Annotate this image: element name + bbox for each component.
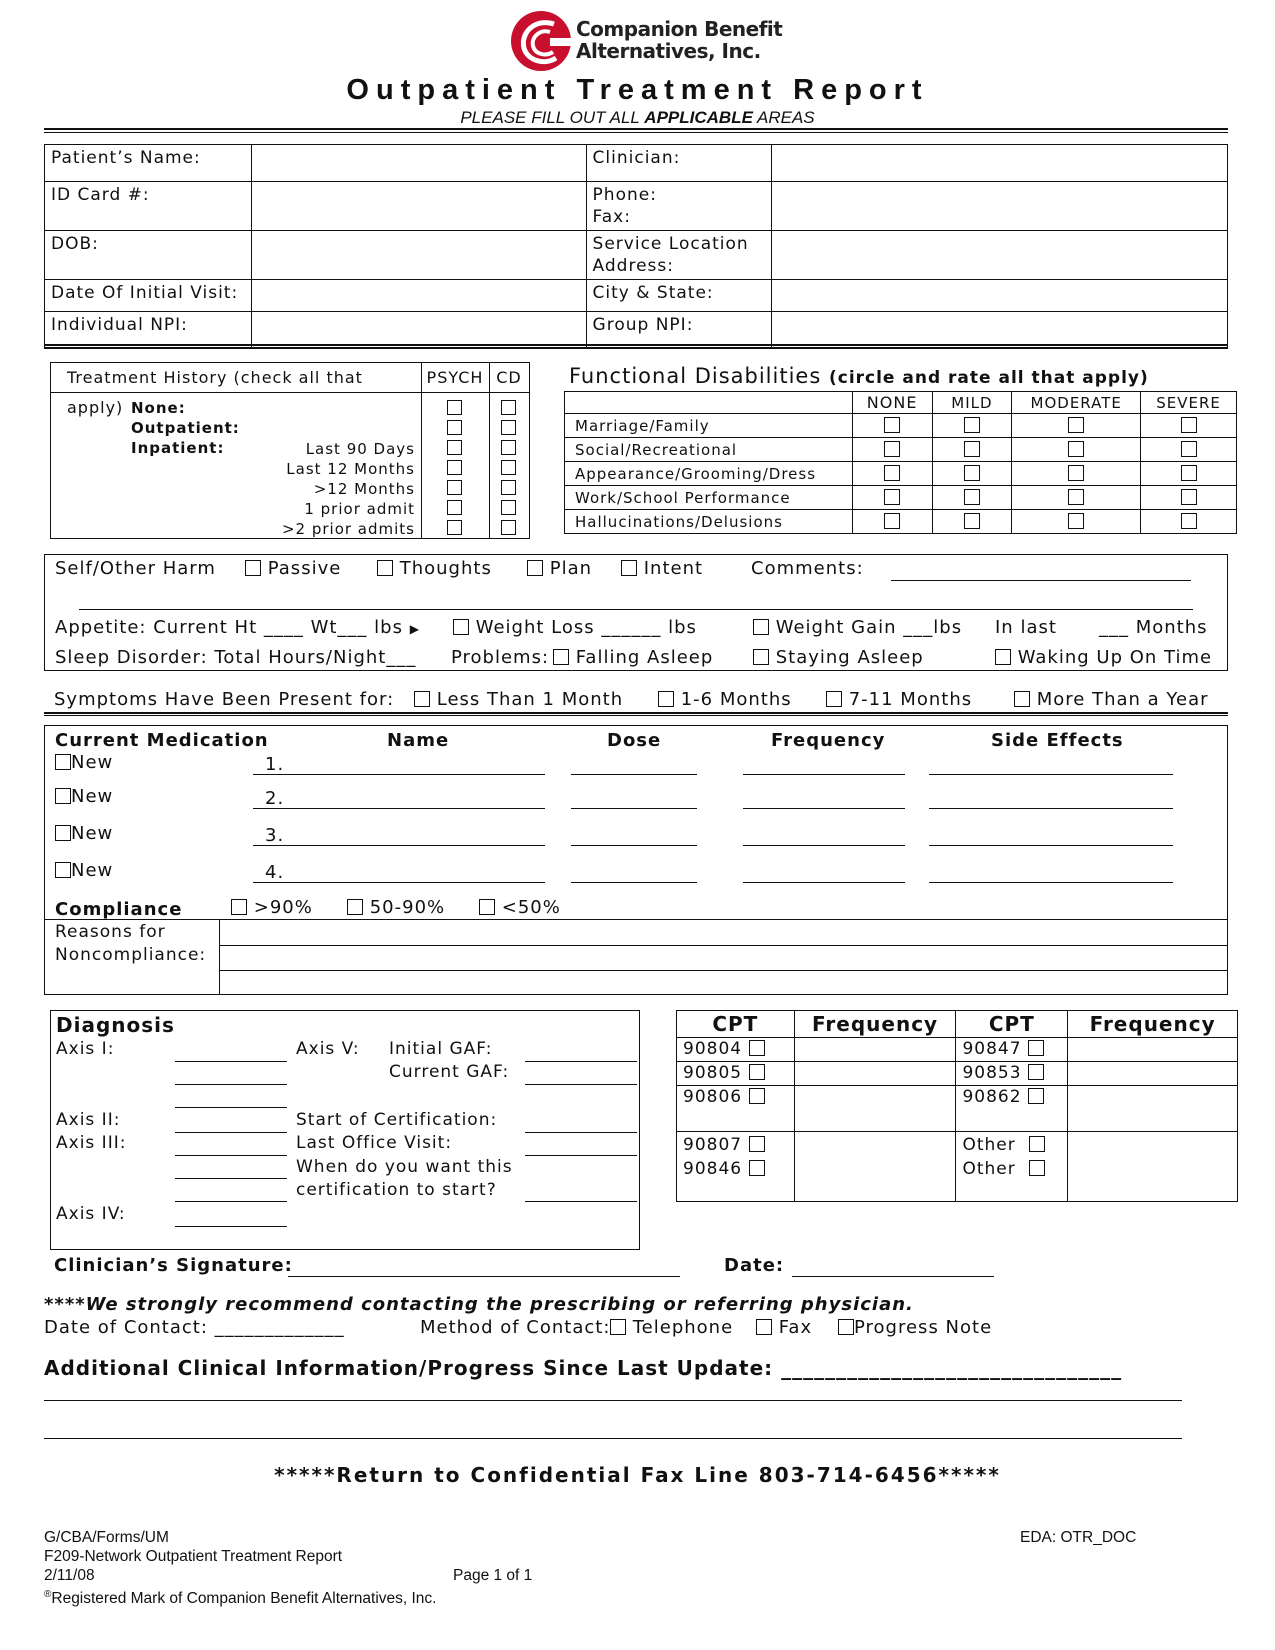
thoughts-checkbox[interactable] [377,560,393,576]
noncompliance-line-1[interactable] [219,945,1227,946]
initial-gaf-label: Initial GAF: [389,1039,493,1059]
cpt-90804-frequency[interactable] [794,1038,956,1062]
axis-1-label: Axis I: [56,1039,115,1059]
inpatient-options: Last 90 Days Last 12 Months >12 Months 1 prior admit >2 prior admits [281,440,415,538]
symptoms-label: Symptoms Have Been Present for: [54,689,395,710]
additional-info-line-1[interactable] [44,1400,1182,1401]
psych-12months-checkbox[interactable] [447,460,462,475]
treatment-history-box [50,362,530,539]
intent-checkbox[interactable] [621,560,637,576]
appearance-mild-checkbox[interactable] [964,465,980,481]
marriage-none-checkbox[interactable] [884,417,900,433]
social-severe-checkbox[interactable] [1181,441,1197,457]
functional-disabilities-title: Functional Disabilities (circle and rate all that apply) [569,364,1149,388]
cpt-90853: 90853 [956,1062,1068,1086]
med-2-dose-line[interactable] [571,808,697,809]
cd-none-checkbox[interactable] [501,400,516,415]
cpt-other-frequency[interactable] [1068,1132,1238,1202]
social-mild-checkbox[interactable] [964,441,980,457]
med-1-name-line[interactable] [253,774,545,775]
cpt-90847-checkbox[interactable] [1028,1040,1044,1056]
med-frequency-header: Frequency [771,730,886,751]
med-2-name-line[interactable] [253,808,545,809]
cpt-other: Other Other [956,1132,1068,1202]
axis-2-label: Axis II: [56,1110,121,1130]
initial-visit-field[interactable] [251,280,586,312]
psych-over12months-checkbox[interactable] [447,480,462,495]
med-4-new-checkbox[interactable] [55,862,71,878]
in-last-label: In last [995,617,1057,638]
marriage-moderate-checkbox[interactable] [1068,417,1084,433]
signature-date-label: Date: [724,1255,785,1276]
med-3-frequency-line[interactable] [743,845,905,846]
work-mild-checkbox[interactable] [964,489,980,505]
harm-intent-option: Intent [621,558,703,579]
med-row-1-new: New [55,752,113,773]
harm-plan-option: Plan [527,558,592,579]
med-2-side-effects-line[interactable] [929,808,1173,809]
less-than-1-month-checkbox[interactable] [414,691,430,707]
clinician-label: Clinician: [586,145,772,182]
psych-checkboxes [447,400,462,535]
med-row-2-number: 2. [265,788,285,809]
waking-up-option: Waking Up On Time [995,647,1212,668]
cpt-90847-frequency[interactable] [1068,1038,1238,1062]
contact-fax-option: Fax [756,1317,812,1338]
clinician-signature-line[interactable] [288,1276,680,1277]
sleep-disorder-label: Sleep Disorder: Total Hours/Night___ [55,647,417,668]
compliance-50-90-option: 50-90% [347,897,445,918]
noncompliance-line-2[interactable] [219,970,1227,971]
fax-line-notice: *****Return to Confidential Fax Line 803-714-6456***** [274,1463,1001,1487]
cd-90days-checkbox[interactable] [501,440,516,455]
cd-outpatient-checkbox[interactable] [501,420,516,435]
cpt-header-left: CPT [677,1011,795,1038]
med-row-2-new: New [55,786,113,807]
cpt-90807-frequency[interactable] [794,1132,956,1202]
cpt-other-1-checkbox[interactable] [1029,1136,1045,1152]
cd-checkboxes [501,400,516,535]
medication-box [44,725,1228,995]
axis-4-label: Axis IV: [56,1204,126,1224]
cpt-90862-checkbox[interactable] [1028,1088,1044,1104]
compliance-over-90-option: >90% [231,897,313,918]
contact-telephone-option: Telephone [610,1317,733,1338]
fd-row-marriage: Marriage/Family [565,414,853,438]
weight-gain-option: Weight Gain ___lbs [753,617,962,638]
individual-npi-field[interactable] [251,312,586,349]
cd-over12months-checkbox[interactable] [501,480,516,495]
50-90-checkbox[interactable] [347,899,363,915]
appearance-none-checkbox[interactable] [884,465,900,481]
progress-note-checkbox[interactable] [838,1319,854,1335]
cpt-90806-frequency[interactable] [794,1086,956,1132]
mild-column-header: MILD [932,392,1012,414]
cd-2admits-checkbox[interactable] [501,520,516,535]
city-state-field[interactable] [772,280,1228,312]
hallucinations-moderate-checkbox[interactable] [1068,513,1084,529]
med-4-frequency-line[interactable] [743,882,905,883]
weight-loss-checkbox[interactable] [453,619,469,635]
cpt-90804: 90804 [677,1038,795,1062]
psych-none-checkbox[interactable] [447,400,462,415]
work-moderate-checkbox[interactable] [1068,489,1084,505]
harm-thoughts-option: Thoughts [377,558,492,579]
under-50-checkbox[interactable] [479,899,495,915]
weight-loss-option: Weight Loss ______ lbs [453,617,697,638]
current-gaf-line[interactable] [525,1084,637,1085]
cpt-table [676,1010,1238,1202]
med-4-dose-line[interactable] [571,882,697,883]
signature-date-line[interactable] [792,1276,994,1277]
page-number: Page 1 of 1 [453,1567,533,1584]
med-4-side-effects-line[interactable] [929,882,1173,883]
med-dose-header: Dose [607,730,662,751]
last-office-visit-line[interactable] [525,1155,637,1156]
cpt-90806: 90806 [677,1086,795,1132]
when-certification-label: When do you want this certification to start? [296,1157,513,1200]
phone-fax-field[interactable] [772,182,1228,231]
comments-line-2[interactable] [79,609,1193,610]
more-than-year-checkbox[interactable] [1014,691,1030,707]
med-1-dose-line[interactable] [571,774,697,775]
med-row-3-new: New [55,823,113,844]
med-3-side-effects-line[interactable] [929,845,1173,846]
service-location-field[interactable] [772,231,1228,280]
footer-info: G/CBA/Forms/UM F209-Network Outpatient Treatment Report 2/11/08 ®Registered Mark of Companion Benefit Alternatives, Inc. [44,1529,437,1608]
cpt-90862-frequency[interactable] [1068,1086,1238,1132]
page-subtitle: PLEASE FILL OUT ALL APPLICABLE AREAS [460,108,815,127]
med-1-side-effects-line[interactable] [929,774,1173,775]
7-11-months-checkbox[interactable] [826,691,842,707]
id-card-label: ID Card #: [45,182,252,231]
weight-gain-checkbox[interactable] [753,619,769,635]
cd-1admit-checkbox[interactable] [501,500,516,515]
additional-info-label: Additional Clinical Information/Progress Since Last Update: _______________________________ [44,1356,1123,1380]
med-1-frequency-line[interactable] [743,774,905,775]
current-medication-title: Current Medication [55,730,269,751]
passive-checkbox[interactable] [245,560,261,576]
axis-4-line[interactable] [175,1226,287,1227]
document-code: EDA: OTR_DOC [1020,1529,1137,1546]
service-location-label: Service Location Address: [586,231,772,280]
phone-fax-label: Phone: Fax: [586,182,772,231]
cpt-90853-frequency[interactable] [1068,1062,1238,1086]
fd-row-social: Social/Recreational [565,438,853,462]
fd-row-work: Work/School Performance [565,486,853,510]
axis-3-line-2[interactable] [175,1178,287,1179]
cpt-90847: 90847 [956,1038,1068,1062]
axis-3-line-3[interactable] [175,1201,287,1202]
additional-info-line-2[interactable] [44,1438,1182,1439]
over-90-checkbox[interactable] [231,899,247,915]
fax-checkbox[interactable] [756,1319,772,1335]
initial-gaf-line[interactable] [525,1061,637,1062]
diagnosis-title: Diagnosis [56,1013,175,1037]
clinician-field[interactable] [772,145,1228,182]
patient-name-label: Patient’s Name: [45,145,252,182]
psych-1admit-checkbox[interactable] [447,500,462,515]
med-row-3-number: 3. [265,825,285,846]
axis-1-line-3[interactable] [175,1107,287,1108]
staying-asleep-option: Staying Asleep [753,647,924,668]
initial-visit-label: Date Of Initial Visit: [45,280,252,312]
symptoms-rule [44,712,1228,716]
city-state-label: City & State: [586,280,772,312]
med-row-4-new: New [55,860,113,881]
cpt-other-2-checkbox[interactable] [1029,1160,1045,1176]
none-label: None: [131,399,186,417]
cpt-90807-checkbox[interactable] [749,1136,765,1152]
none-column-header: NONE [852,392,932,414]
staying-asleep-checkbox[interactable] [753,649,769,665]
cpt-90806-checkbox[interactable] [749,1088,765,1104]
clinician-signature-label: Clinician’s Signature: [54,1255,293,1276]
med-name-header: Name [387,730,450,751]
frequency-header-right: Frequency [1068,1011,1238,1038]
symptoms-less-1-option: Less Than 1 Month [414,689,623,710]
cd-12months-checkbox[interactable] [501,460,516,475]
comments-line[interactable] [891,580,1191,581]
group-npi-label: Group NPI: [586,312,772,349]
patient-info-table [44,144,1228,349]
appearance-moderate-checkbox[interactable] [1068,465,1084,481]
med-3-dose-line[interactable] [571,845,697,846]
cpt-90805-frequency[interactable] [794,1062,956,1086]
axis-5-label: Axis V: [296,1039,360,1059]
header-rule [44,128,1228,133]
work-severe-checkbox[interactable] [1181,489,1197,505]
comments-label: Comments: [751,558,864,579]
compliance-under-50-option: <50% [479,897,561,918]
falling-asleep-option: Falling Asleep [553,647,713,668]
1-6-months-checkbox[interactable] [658,691,674,707]
dob-field[interactable] [251,231,586,280]
functional-disabilities-table [564,391,1237,534]
marriage-mild-checkbox[interactable] [964,417,980,433]
med-3-name-line[interactable] [253,845,545,846]
med-row-4-number: 4. [265,862,285,883]
plan-checkbox[interactable] [527,560,543,576]
contact-progress-note-option: Progress Note [838,1317,992,1338]
page-title: Outpatient Treatment Report [346,74,929,106]
harm-appetite-sleep-box [44,554,1228,671]
med-3-new-checkbox[interactable] [55,825,71,841]
cpt-90805-checkbox[interactable] [749,1064,765,1080]
treatment-history-header: Treatment History (check all that apply) [51,363,421,393]
falling-asleep-checkbox[interactable] [553,649,569,665]
cd-column-header: CD [489,363,529,393]
med-2-new-checkbox[interactable] [55,788,71,804]
inpatient-label: Inpatient: [131,439,225,457]
cpt-90805: 90805 [677,1062,795,1086]
symptoms-1-6-option: 1-6 Months [658,689,792,710]
med-2-frequency-line[interactable] [743,808,905,809]
moderate-column-header: MODERATE [1012,392,1141,414]
cpt-header-right: CPT [956,1011,1068,1038]
axis-2-line[interactable] [175,1132,287,1133]
diagnosis-box [50,1010,640,1250]
symptoms-year-option: More Than a Year [1014,689,1209,710]
patient-name-field[interactable] [251,145,586,182]
med-side-effects-header: Side Effects [991,730,1124,751]
med-4-name-line[interactable] [253,882,545,883]
when-certification-line[interactable] [525,1201,637,1202]
social-none-checkbox[interactable] [884,441,900,457]
hallucinations-mild-checkbox[interactable] [964,513,980,529]
symptoms-7-11-option: 7-11 Months [826,689,972,710]
psych-2admits-checkbox[interactable] [447,520,462,535]
marriage-severe-checkbox[interactable] [1181,417,1197,433]
psych-90days-checkbox[interactable] [447,440,462,455]
axis-1-line-2[interactable] [175,1084,287,1085]
compliance-label: Compliance [55,899,183,920]
work-none-checkbox[interactable] [884,489,900,505]
severe-column-header: SEVERE [1141,392,1237,414]
cpt-90807-90846: 90807 90846 [677,1132,795,1202]
noncompliance-label: Reasons for Noncompliance: [55,922,207,965]
harm-passive-option: Passive [245,558,341,579]
months-label: ___ Months [1099,617,1208,638]
self-harm-label: Self/Other Harm [55,558,216,579]
axis-3-line-1[interactable] [175,1155,287,1156]
method-of-contact-label: Method of Contact: [420,1317,611,1338]
contact-recommendation: ****We strongly recommend contacting the prescribing or referring physician. [44,1294,914,1315]
med-row-1-number: 1. [265,754,285,775]
dob-label: DOB: [45,231,252,280]
cpt-90862: 90862 [956,1086,1068,1132]
individual-npi-label: Individual NPI: [45,312,252,349]
fd-row-appearance: Appearance/Grooming/Dress [565,462,853,486]
cpt-90804-checkbox[interactable] [749,1040,765,1056]
social-moderate-checkbox[interactable] [1068,441,1084,457]
psych-outpatient-checkbox[interactable] [447,420,462,435]
appearance-severe-checkbox[interactable] [1181,465,1197,481]
axis-1-line-1[interactable] [175,1061,287,1062]
frequency-header-left: Frequency [794,1011,956,1038]
hallucinations-severe-checkbox[interactable] [1181,513,1197,529]
outpatient-label: Outpatient: [131,419,240,437]
group-npi-field[interactable] [772,312,1228,349]
patient-rule [44,344,1228,348]
start-certification-label: Start of Certification: [296,1110,498,1130]
med-1-new-checkbox[interactable] [55,754,71,770]
cpt-90846-checkbox[interactable] [749,1160,765,1176]
psych-column-header: PSYCH [421,363,489,393]
axis-3-label: Axis III: [56,1133,127,1153]
telephone-checkbox[interactable] [610,1319,626,1335]
date-of-contact-label: Date of Contact: _____________ [44,1317,345,1338]
start-certification-line[interactable] [525,1132,637,1133]
company-name: Companion Benefit Alternatives, Inc. [576,17,783,63]
fd-row-hallucinations: Hallucinations/Delusions [565,510,853,534]
sleep-problems-label: Problems: [451,647,550,668]
current-gaf-label: Current GAF: [389,1062,510,1082]
waking-up-checkbox[interactable] [995,649,1011,665]
company-logo [510,10,572,72]
cpt-90853-checkbox[interactable] [1028,1064,1044,1080]
hallucinations-none-checkbox[interactable] [884,513,900,529]
last-office-visit-label: Last Office Visit: [296,1133,453,1153]
appetite-label: Appetite: Current Ht ____ Wt___ lbs ▶ [55,617,420,638]
id-card-field[interactable] [251,182,586,231]
